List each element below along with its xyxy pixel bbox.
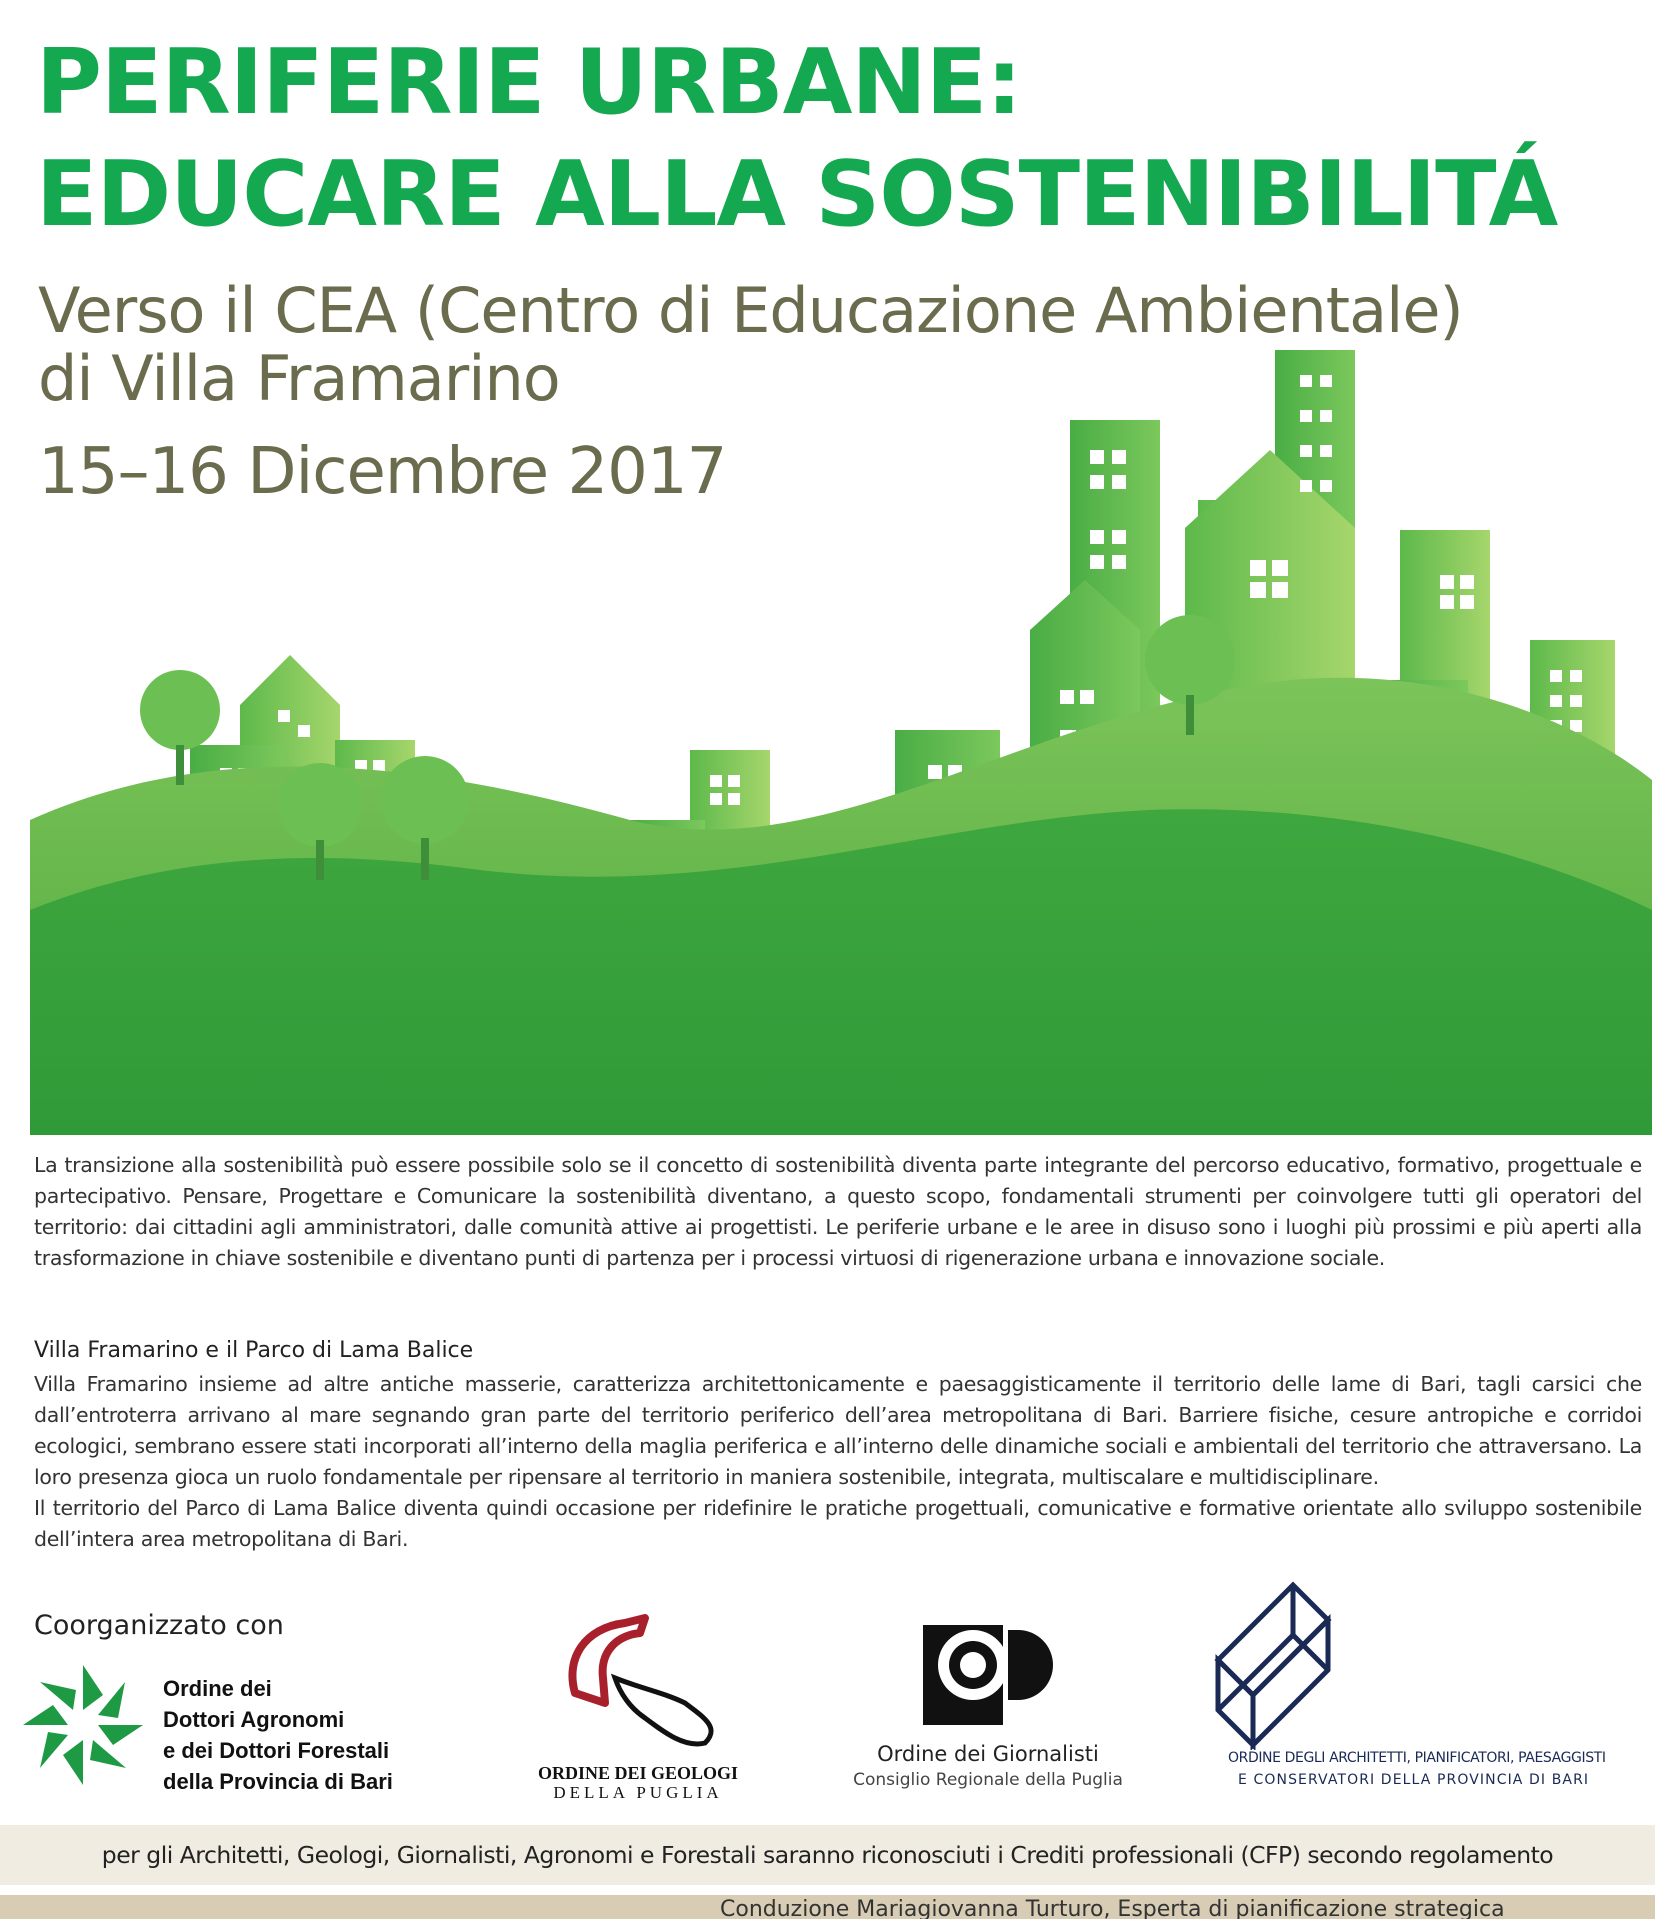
coorganized-label: Coorganizzato con	[34, 1610, 284, 1641]
event-date: 15–16 Dicembre 2017	[38, 435, 727, 509]
title-line-2: EDUCARE ALLA SOSTENIBILITÁ	[36, 142, 1558, 247]
architetti-name-line-1: ORDINE DEGLI ARCHITETTI, PIANIFICATORI, PAESAGGISTI	[1228, 1750, 1606, 1766]
logo-agronomi	[18, 1655, 448, 1815]
villa-paragraph-2: Il territorio del Parco di Lama Balice diventa quindi occasione per ridefinire le pratiche progettuali, comunicative e formative orientate allo sviluppo sostenibile dell’intera area metropolitana di Bari.	[34, 1496, 1642, 1551]
bottom-note: Conduzione Mariagiovanna Turturo, Esperta di pianificazione strategica	[720, 1897, 1505, 1919]
green-spiral-icon	[18, 1660, 148, 1790]
blue-cube-icon	[1208, 1580, 1338, 1750]
cfp-note: per gli Architetti, Geologi, Giornalisti, Agronomi e Forestali saranno riconosciuti i Crediti professionali (CFP) secondo regolamento	[101, 1841, 1554, 1869]
logo-giornalisti	[828, 1620, 1148, 1810]
logo-geologi	[505, 1608, 765, 1808]
villa-heading: Villa Framarino e il Parco di Lama Balice	[34, 1338, 474, 1363]
architetti-name-line-2: E CONSERVATORI DELLA PROVINCIA DI BARI	[1238, 1772, 1590, 1788]
title-line-1: PERIFERIE URBANE:	[36, 30, 1022, 135]
villa-paragraph	[34, 1369, 1642, 1555]
villa-paragraph-1: Villa Framarino insieme ad altre antiche masserie, caratterizza architettonicamente e paesaggisticamente il territorio delle lame di Bari, tagli carsici che dall’entroterra arrivano al mare segnando gran parte del territorio periferico dell’area metropolitana di Bari. Barriere fisiche, cesure antropiche e corridoi ecologici, sembrano essere stati incorporati all’interno della maglia periferica e all’interno delle dinamiche sociali e ambientali del territorio che attraversano. La loro presenza gioca un ruolo fondamentale per ripensare al territorio in maniera sostenibile, integrata, multiscalare e multidisciplinare.	[34, 1372, 1642, 1489]
intro-paragraph: La transizione alla sostenibilità può essere possibile solo se il concetto di sostenibilità diventa parte integrante del percorso educativo, formativo, progettuale e partecipativo. Pensare, Progettare e Comunicare la sostenibilità diventano, a questo scopo, fondamentali strumenti per coinvolgere tutti gli operatori del territorio: dai cittadini agli amministratori, dalle comunità attive ai progettisti. Le periferie urbane e le aree in disuso sono i luoghi più prossimi e più aperti alla trasformazione in chiave sostenibile e diventano punti di partenza per i processi virtuosi di rigenerazione urbana e innovazione sociale.	[34, 1153, 1642, 1270]
subtitle-line-2: di Villa Framarino	[38, 342, 560, 415]
logo-architetti	[1208, 1580, 1653, 1800]
geologi-name: ORDINE DEI GEOLOGI	[537, 1763, 739, 1783]
giornalisti-name: Ordine dei Giornalisti	[877, 1742, 1099, 1766]
red-hammer-icon	[545, 1608, 745, 1758]
giornalisti-mark-icon	[918, 1620, 1058, 1730]
geologi-sub: DELLA PUGLIA	[553, 1783, 723, 1802]
bottom-banner	[0, 1895, 1655, 1919]
subtitle-line-1: Verso il CEA (Centro di Educazione Ambientale)	[38, 274, 1463, 347]
giornalisti-sub: Consiglio Regionale della Puglia	[853, 1770, 1123, 1790]
cfp-banner	[0, 1825, 1655, 1885]
agronomi-name: Ordine dei Dottori Agronomi e dei Dottori Forestali della Provincia di Bari	[163, 1676, 393, 1794]
